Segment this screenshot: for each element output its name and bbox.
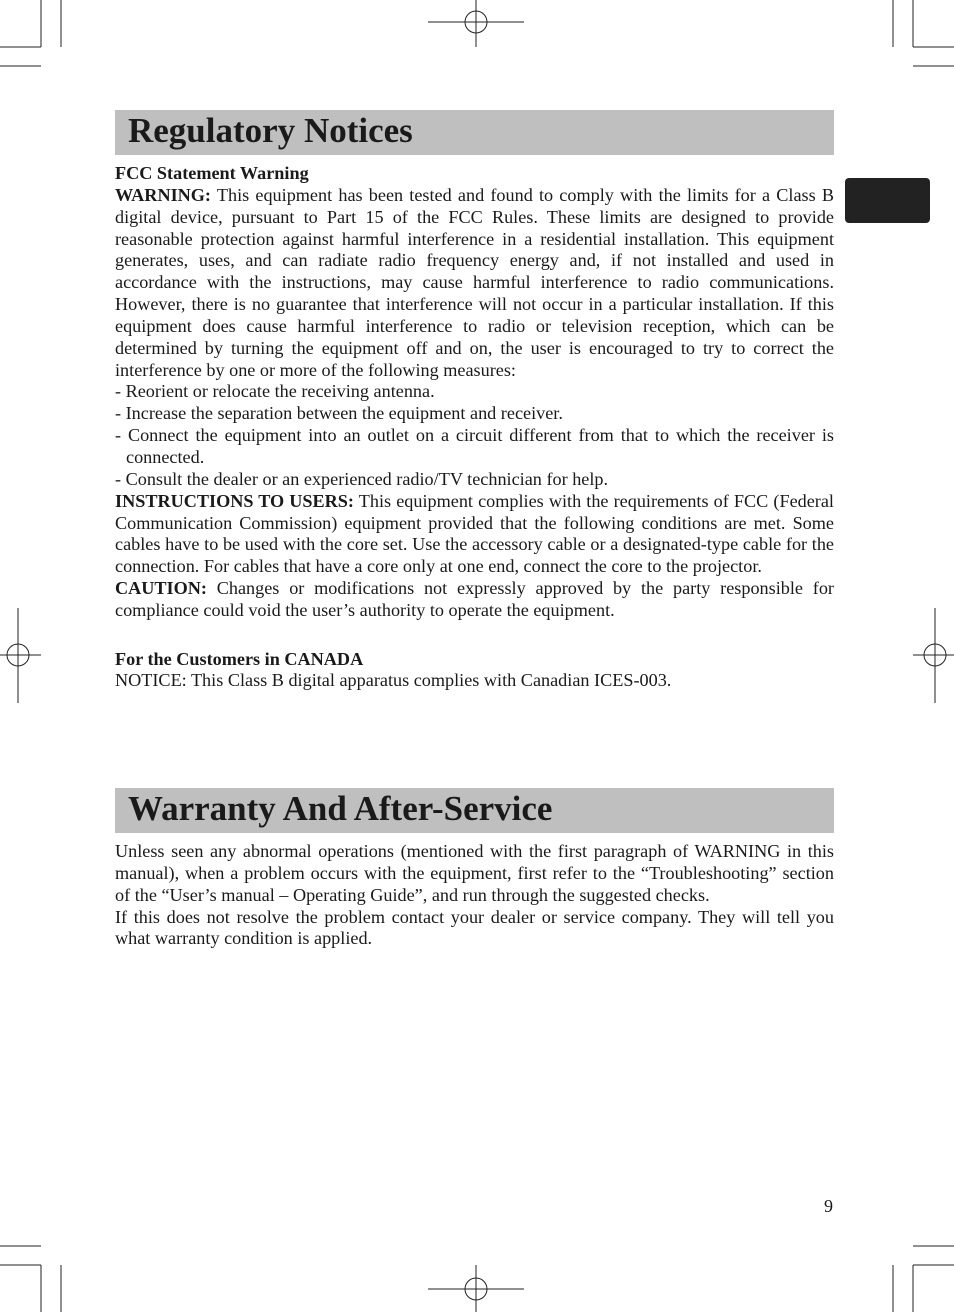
warning-label: WARNING: — [115, 184, 211, 205]
warning-text: This equipment has been tested and found to comply with the limits for a Class B digital device, pursuant to Part 15 of the FCC Rules. These limits are designed to provide reasonable protection against harmful interference in a residential installation. This equipment generates, uses, and can radiate radio frequency energy and, if not installed and used in accordance with the instructions, may cause harmful interference to radio communications. However, there is no guarantee that interference will not occur in a particular installation. If this equipment does cause harmful interference to radio or television reception, which can be determined by turning the equipment off and on, the user is encouraged to try to correct the interference by one or more of the following measures: — [115, 184, 834, 380]
regulatory-body — [115, 163, 834, 692]
caution-paragraph — [115, 578, 834, 622]
canada-notice: NOTICE: This Class B digital apparatus complies with Canadian ICES-003. — [115, 670, 672, 691]
page-number: 9 — [824, 1196, 833, 1216]
warning-paragraph — [115, 185, 834, 382]
measure-item: - Connect the equipment into an outlet on a circuit different from that to which the receiver is connected. — [115, 425, 834, 467]
warranty-body — [115, 841, 834, 950]
measure-item: - Consult the dealer or an experienced radio/TV technician for help. — [115, 468, 609, 489]
instructions-label: INSTRUCTIONS TO USERS: — [115, 490, 354, 511]
warranty-paragraph-2: If this does not resolve the problem contact your dealer or service company. They will tell you what warranty condition is applied. — [115, 906, 834, 949]
warranty-paragraph-1: Unless seen any abnormal operations (mentioned with the first paragraph of WARNING in this manual), when a problem occurs with the equipment, first refer to the “Troubleshooting” section of the “User’s manual – Operating Guide”, and run through the suggested checks. — [115, 841, 834, 905]
regulatory-heading-bar — [115, 110, 834, 155]
caution-label: CAUTION: — [115, 578, 207, 599]
regulatory-heading: Regulatory Notices — [128, 111, 413, 150]
warranty-heading: Warranty And After-Service — [128, 789, 553, 828]
measure-item: - Increase the separation between the equipment and receiver. — [115, 403, 563, 424]
section-tab — [845, 178, 930, 223]
canada-title: For the Customers in CANADA — [115, 648, 364, 669]
fcc-statement-title: FCC Statement Warning — [115, 163, 309, 183]
instructions-text: This equipment complies with the requirements of FCC (Federal Communication Commission) equipment provided that the following conditions are met. Some cables have to be used with the core set. Use the accessory cable or a designated-type cable for the connection. For cables that have a core only at one end, connect the core to the projector. — [115, 490, 834, 577]
measure-item: - Reorient or relocate the receiving antenna. — [115, 381, 435, 402]
instructions-paragraph — [115, 491, 834, 578]
warranty-heading-bar — [115, 788, 834, 833]
caution-text: Changes or modifications not expressly approved by the party responsible for compliance could void the user’s authority to operate the equipment. — [115, 578, 834, 620]
